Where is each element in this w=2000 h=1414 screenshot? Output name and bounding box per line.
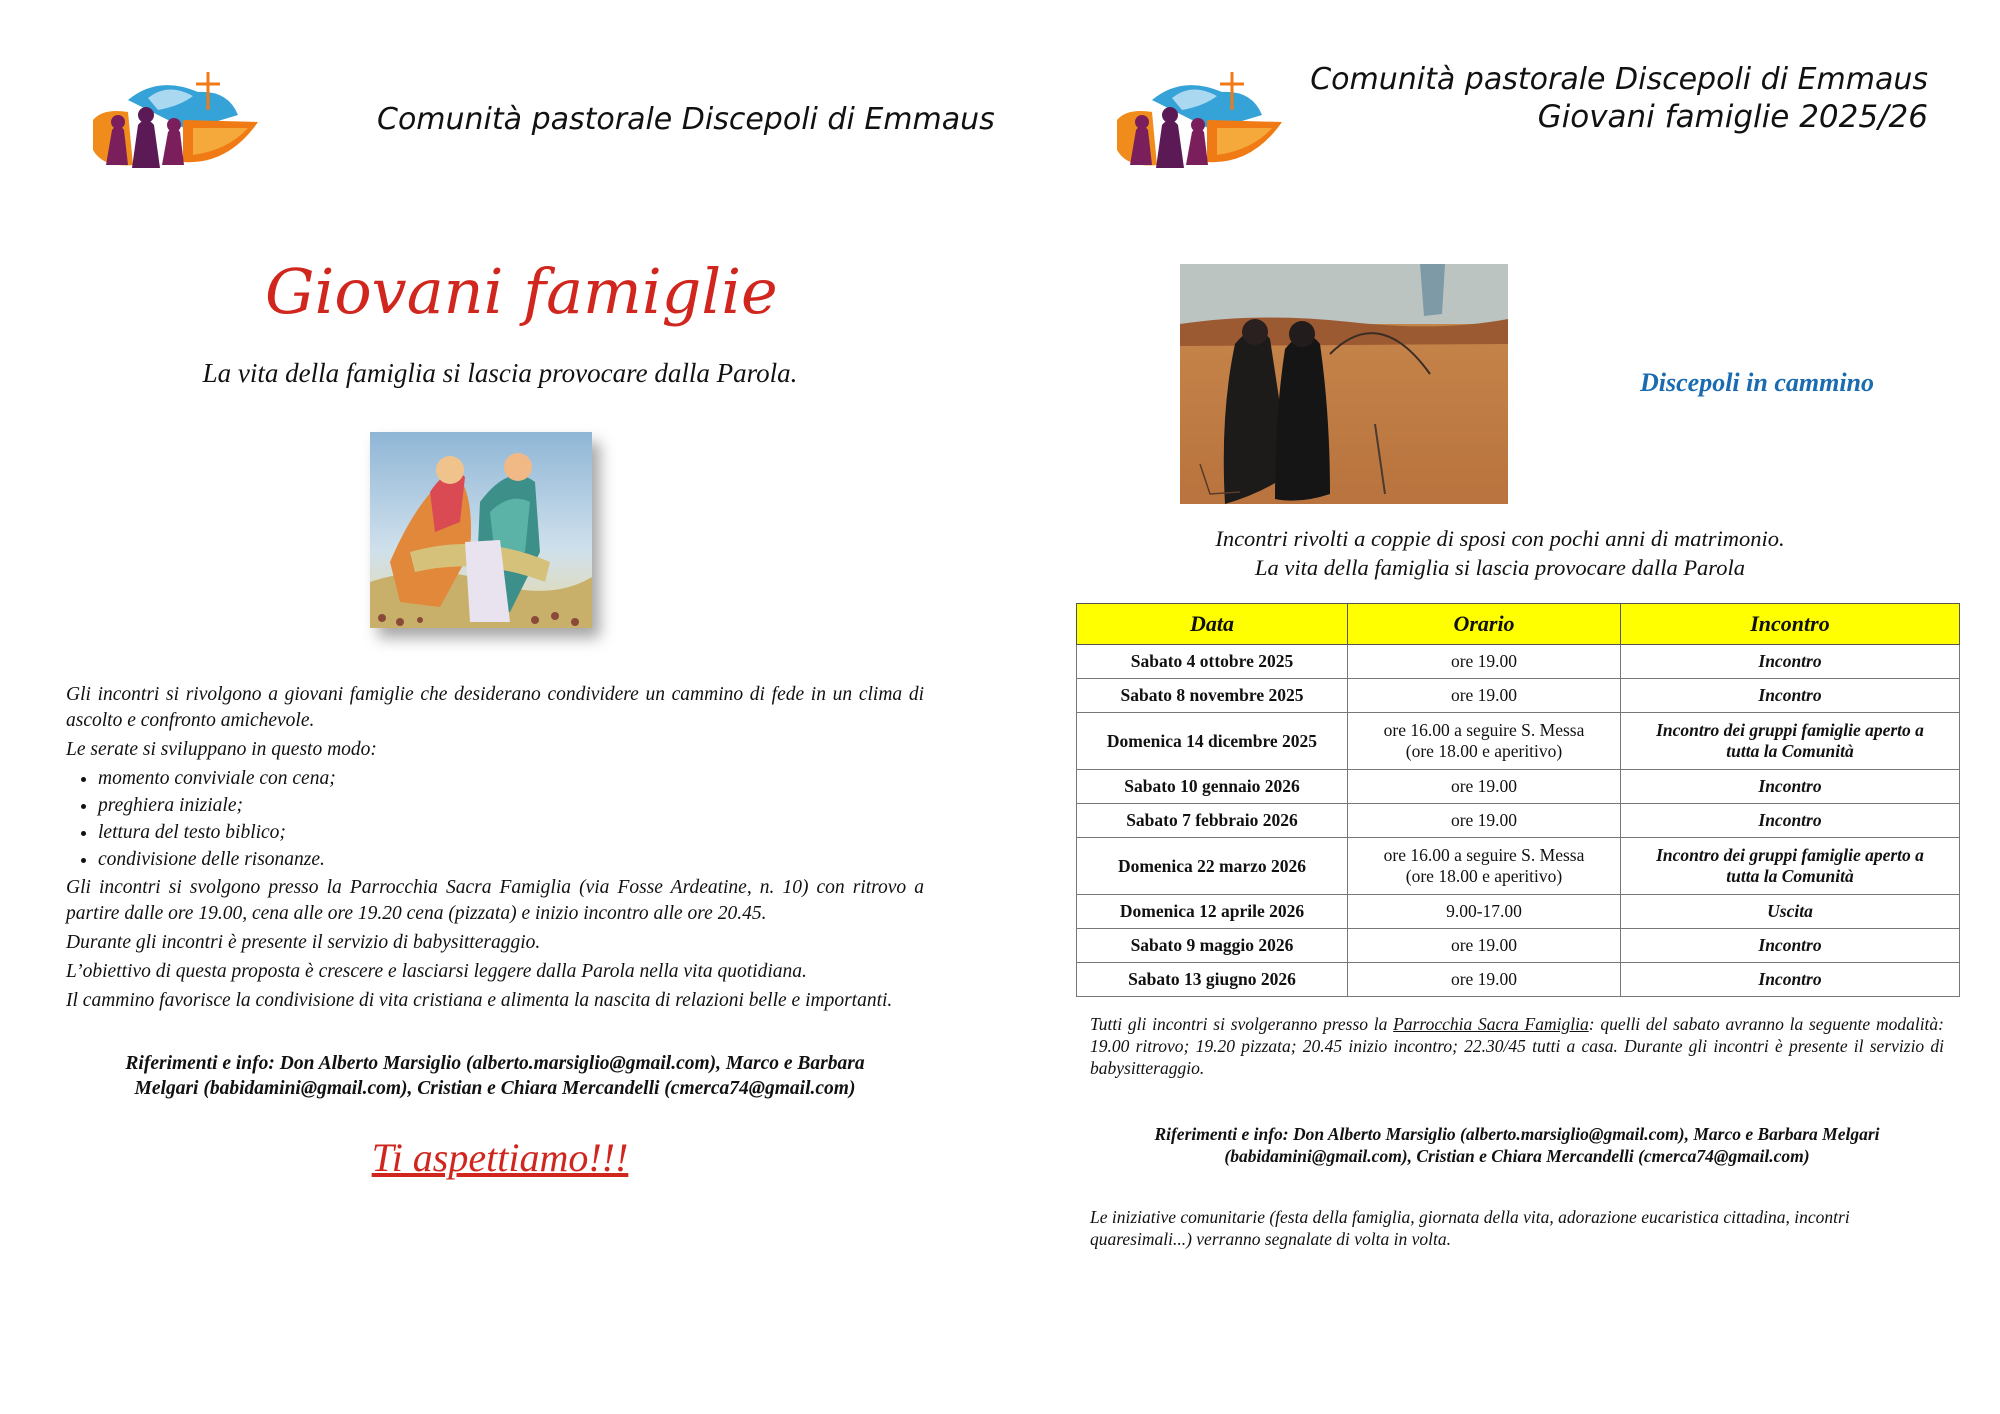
event-cell bbox=[1621, 713, 1960, 770]
notes-text: : quelli del sabato avranno la seguente modalità: 19.00 ritrovo; 19.20 pizzata; 20.45 inizio incontro; 22.30/45 tutti a casa. Durante gli incontri è presente il servizio di babysitteraggio. bbox=[1090, 1014, 1944, 1078]
community-header: Comunità pastorale Discepoli di Emmaus bbox=[377, 102, 995, 137]
community-logo-icon bbox=[88, 70, 258, 180]
paragraph: Il cammino favorisce la condivisione di vita cristiana e alimenta la nascita di relazioni belle e importanti. bbox=[66, 990, 893, 1011]
contacts-line: (babidamini@gmail.com), Cristian e Chiara Mercandelli (cmerca74@gmail.com) bbox=[1224, 1146, 1810, 1166]
event-cell: Incontro bbox=[1621, 770, 1960, 804]
time-line: ore 16.00 a seguire S. Messa bbox=[1383, 720, 1585, 740]
column-header: Orario bbox=[1348, 604, 1621, 645]
date-cell: Domenica 14 dicembre 2025 bbox=[1077, 713, 1348, 770]
contacts-line: Riferimenti e info: Don Alberto Marsiglio (alberto.marsiglio@gmail.com), Marco e Barbara Melgari bbox=[1154, 1124, 1880, 1144]
event-line: tutta la Comunità bbox=[1726, 866, 1854, 886]
paragraph: Le serate si sviluppano in questo modo: bbox=[66, 739, 377, 760]
event-cell: Uscita bbox=[1621, 895, 1960, 929]
date-cell: Sabato 7 febbraio 2026 bbox=[1077, 804, 1348, 838]
intro-text bbox=[1000, 524, 2000, 582]
subtitle: La vita della famiglia si lascia provocare dalla Parola. bbox=[202, 358, 798, 388]
evening-steps-list bbox=[66, 766, 924, 873]
list-item: • momento conviviale con cena; bbox=[98, 766, 924, 792]
right-page bbox=[1000, 0, 2000, 1414]
list-item: • lettura del testo biblico; bbox=[98, 820, 924, 846]
contacts-info bbox=[66, 1051, 924, 1101]
date-cell: Sabato 4 ottobre 2025 bbox=[1077, 645, 1348, 679]
table-row bbox=[1077, 895, 1960, 929]
event-cell bbox=[1621, 838, 1960, 895]
date-cell: Sabato 10 gennaio 2026 bbox=[1077, 770, 1348, 804]
column-header: Data bbox=[1077, 604, 1348, 645]
event-line: Incontro dei gruppi famiglie aperto a bbox=[1656, 720, 1924, 740]
event-cell: Incontro bbox=[1621, 679, 1960, 713]
table-row bbox=[1077, 804, 1960, 838]
time-cell bbox=[1348, 838, 1621, 895]
notes-text: Tutti gli incontri si svolgeranno presso la bbox=[1090, 1014, 1394, 1034]
event-line: Incontro dei gruppi famiglie aperto a bbox=[1656, 845, 1924, 865]
paragraph: Durante gli incontri è presente il servizio di babysitteraggio. bbox=[66, 932, 541, 953]
call-to-action: Ti aspettiamo!!! bbox=[371, 1135, 629, 1180]
time-line: (ore 18.00 e aperitivo) bbox=[1405, 741, 1563, 761]
event-cell: Incontro bbox=[1621, 963, 1960, 997]
date-cell: Domenica 22 marzo 2026 bbox=[1077, 838, 1348, 895]
couple-painting-image bbox=[370, 432, 592, 628]
contacts-line: Riferimenti e info: Don Alberto Marsiglio (alberto.marsiglio@gmail.com), Marco e Barbara bbox=[125, 1053, 865, 1074]
description-body bbox=[66, 682, 924, 1017]
table-row bbox=[1077, 963, 1960, 997]
table-row bbox=[1077, 838, 1960, 895]
table-row bbox=[1077, 645, 1960, 679]
time-cell: ore 19.00 bbox=[1348, 963, 1621, 997]
event-cell: Incontro bbox=[1621, 645, 1960, 679]
intro-line: La vita della famiglia si lascia provocare dalla Parola bbox=[1255, 555, 1745, 580]
time-cell: ore 19.00 bbox=[1348, 770, 1621, 804]
header-line: Comunità pastorale Discepoli di Emmaus bbox=[1310, 62, 1928, 97]
list-item: • condivisione delle risonanze. bbox=[98, 847, 924, 873]
parish-name: Parrocchia Sacra Famiglia bbox=[1393, 1014, 1589, 1034]
time-line: (ore 18.00 e aperitivo) bbox=[1405, 866, 1563, 886]
paragraph: Gli incontri si svolgono presso la Parrocchia Sacra Famiglia (via Fosse Ardeatine, n. 10) con ritrovo a partire dalle ore 19.00, cena alle ore 19.20 cena (pizzata) e inizio incontro alle ore 20.45. bbox=[66, 877, 924, 924]
date-cell: Sabato 8 novembre 2025 bbox=[1077, 679, 1348, 713]
disciples-painting-image bbox=[1180, 264, 1508, 504]
header-line: Giovani famiglie 2025/26 bbox=[1537, 99, 1928, 135]
paragraph: L’obiettivo di questa proposta è crescere e lasciarsi leggere dalla Parola nella vita quotidiana. bbox=[66, 961, 807, 982]
table-header-row bbox=[1077, 604, 1960, 645]
list-item: • preghiera iniziale; bbox=[98, 793, 924, 819]
table-row bbox=[1077, 679, 1960, 713]
time-line: ore 16.00 a seguire S. Messa bbox=[1383, 845, 1585, 865]
event-line: tutta la Comunità bbox=[1726, 741, 1854, 761]
schedule-notes bbox=[1090, 1013, 1944, 1079]
time-cell: ore 19.00 bbox=[1348, 929, 1621, 963]
table-row bbox=[1077, 929, 1960, 963]
page-title: Giovani famiglie bbox=[265, 255, 778, 328]
intro-line: Incontri rivolti a coppie di sposi con pochi anni di matrimonio. bbox=[1215, 526, 1785, 551]
footer-note: Le iniziative comunitarie (festa della famiglia, giornata della vita, adorazione eucaristica cittadina, incontri quaresimali...) verranno segnalate di volta in volta. bbox=[1090, 1207, 1850, 1249]
time-cell: ore 19.00 bbox=[1348, 804, 1621, 838]
table-row bbox=[1077, 770, 1960, 804]
community-logo-icon bbox=[1112, 70, 1282, 180]
contacts-info bbox=[1090, 1123, 1944, 1167]
image-caption: Discepoli in cammino bbox=[1640, 368, 1874, 397]
schedule-table bbox=[1076, 603, 1960, 997]
time-cell: ore 19.00 bbox=[1348, 679, 1621, 713]
event-cell: Incontro bbox=[1621, 929, 1960, 963]
time-cell: ore 19.00 bbox=[1348, 645, 1621, 679]
paragraph: Gli incontri si rivolgono a giovani famiglie che desiderano condividere un cammino di fede in un clima di ascolto e confronto amichevole. bbox=[66, 684, 924, 731]
table-row bbox=[1077, 713, 1960, 770]
date-cell: Sabato 9 maggio 2026 bbox=[1077, 929, 1348, 963]
time-cell: 9.00-17.00 bbox=[1348, 895, 1621, 929]
event-cell: Incontro bbox=[1621, 804, 1960, 838]
date-cell: Sabato 13 giugno 2026 bbox=[1077, 963, 1348, 997]
date-cell: Domenica 12 aprile 2026 bbox=[1077, 895, 1348, 929]
time-cell bbox=[1348, 713, 1621, 770]
column-header: Incontro bbox=[1621, 604, 1960, 645]
contacts-line: Melgari (babidamini@gmail.com), Cristian e Chiara Mercandelli (cmerca74@gmail.com) bbox=[134, 1078, 856, 1099]
community-header bbox=[1310, 62, 1928, 135]
